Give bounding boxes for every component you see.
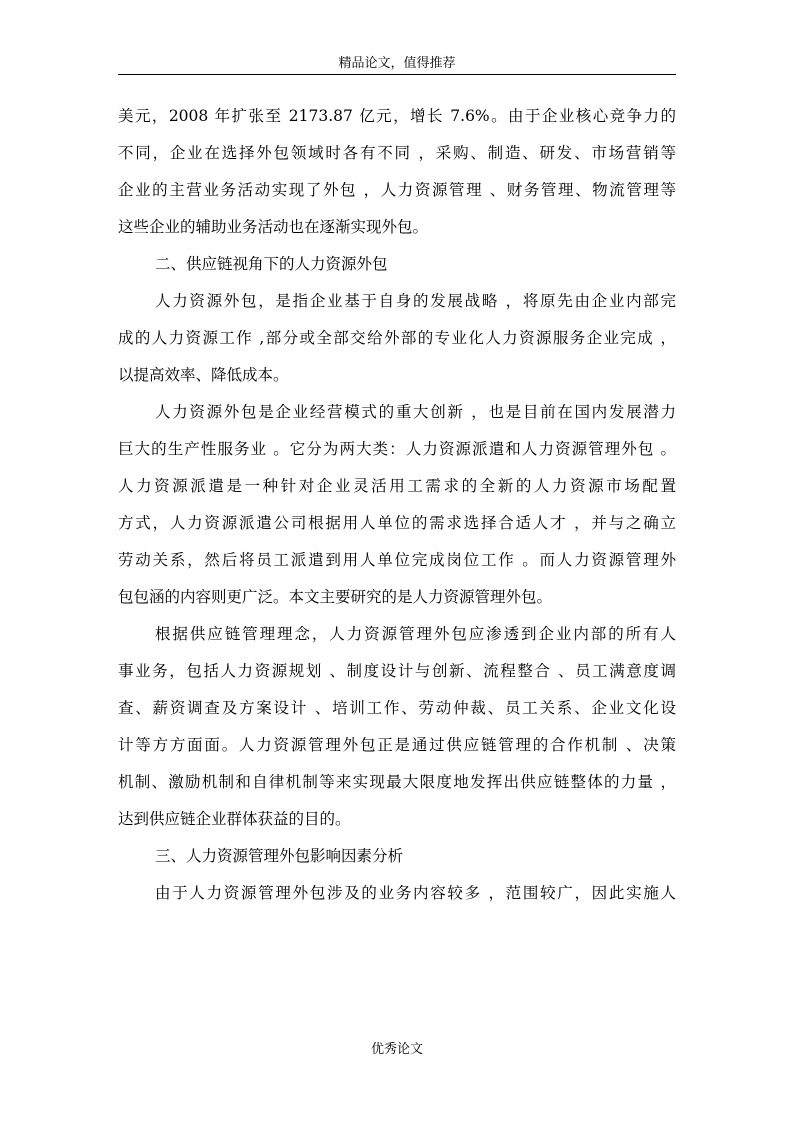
page-footer: 优秀论文 — [370, 1042, 423, 1057]
text-line: 不同，企业在选择外包领域时各有不同 ，采购、制造、研发、市场营销等 — [118, 144, 676, 162]
text-line: 以提高效率、降低成本。 — [118, 366, 289, 384]
body-text — [118, 98, 676, 912]
text-line: 方式，人力资源派遣公司根据用人单位的需求选择合适人才 ，并与之确立 — [118, 514, 676, 532]
text-line: 人力资源外包是企业经营模式的重大创新 ，也是目前在国内发展潜力 — [155, 403, 676, 421]
text-line: 由于人力资源管理外包涉及的业务内容较多 ，范围较广，因此实施人 — [155, 884, 676, 902]
text-line: 查、薪资调查及方案设计 、培训工作、劳动仲裁、员工关系、企业文化设 — [118, 699, 676, 717]
page-header: 精品论文，值得推荐 — [338, 56, 456, 71]
text-line: 劳动关系，然后将员工派遣到用人单位完成岗位工作 。而人力资源管理外 — [118, 551, 676, 569]
text-line: 美元，2008 年扩张至 2173.87 亿元，增长 7.6%。由于企业核心竞争力的 — [118, 107, 676, 125]
text-line: 达到供应链企业群体获益的目的。 — [118, 810, 351, 828]
text-line: 包包涵的内容则更广泛。本文主要研究的是人力资源管理外包。 — [118, 588, 553, 606]
text-line: 这些企业的辅助业务活动也在逐渐实现外包。 — [118, 218, 429, 236]
header-rule — [118, 74, 676, 75]
text-line: 成的人力资源工作 ,部分或全部交给外部的专业化人力资源服务企业完成 ， — [118, 329, 676, 347]
text-line: 根据供应链管理理念，人力资源管理外包应渗透到企业内部的所有人 — [155, 625, 676, 643]
text-line: 巨大的生产性服务业 。它分为两大类：人力资源派遣和人力资源管理外包 。 — [118, 440, 676, 458]
text-line: 计等方方面面。人力资源管理外包正是通过供应链管理的合作机制 、决策 — [118, 736, 676, 754]
text-line: 企业的主营业务活动实现了外包 ，人力资源管理 、财务管理、物流管理等 — [118, 181, 676, 199]
text-line: 三、人力资源管理外包影响因素分析 — [155, 847, 404, 865]
text-line: 事业务，包括人力资源规划 、制度设计与创新、流程整合 、员工满意度调 — [118, 662, 676, 680]
text-line: 人力资源外包，是指企业基于自身的发展战略 ，将原先由企业内部完 — [155, 292, 676, 310]
text-line: 机制、激励机制和自律机制等来实现最大限度地发挥出供应链整体的力量 ， — [118, 773, 676, 791]
text-line: 人力资源派遣是一种针对企业灵活用工需求的全新的人力资源市场配置 — [118, 477, 676, 495]
text-line: 二、供应链视角下的人力资源外包 — [155, 255, 388, 273]
